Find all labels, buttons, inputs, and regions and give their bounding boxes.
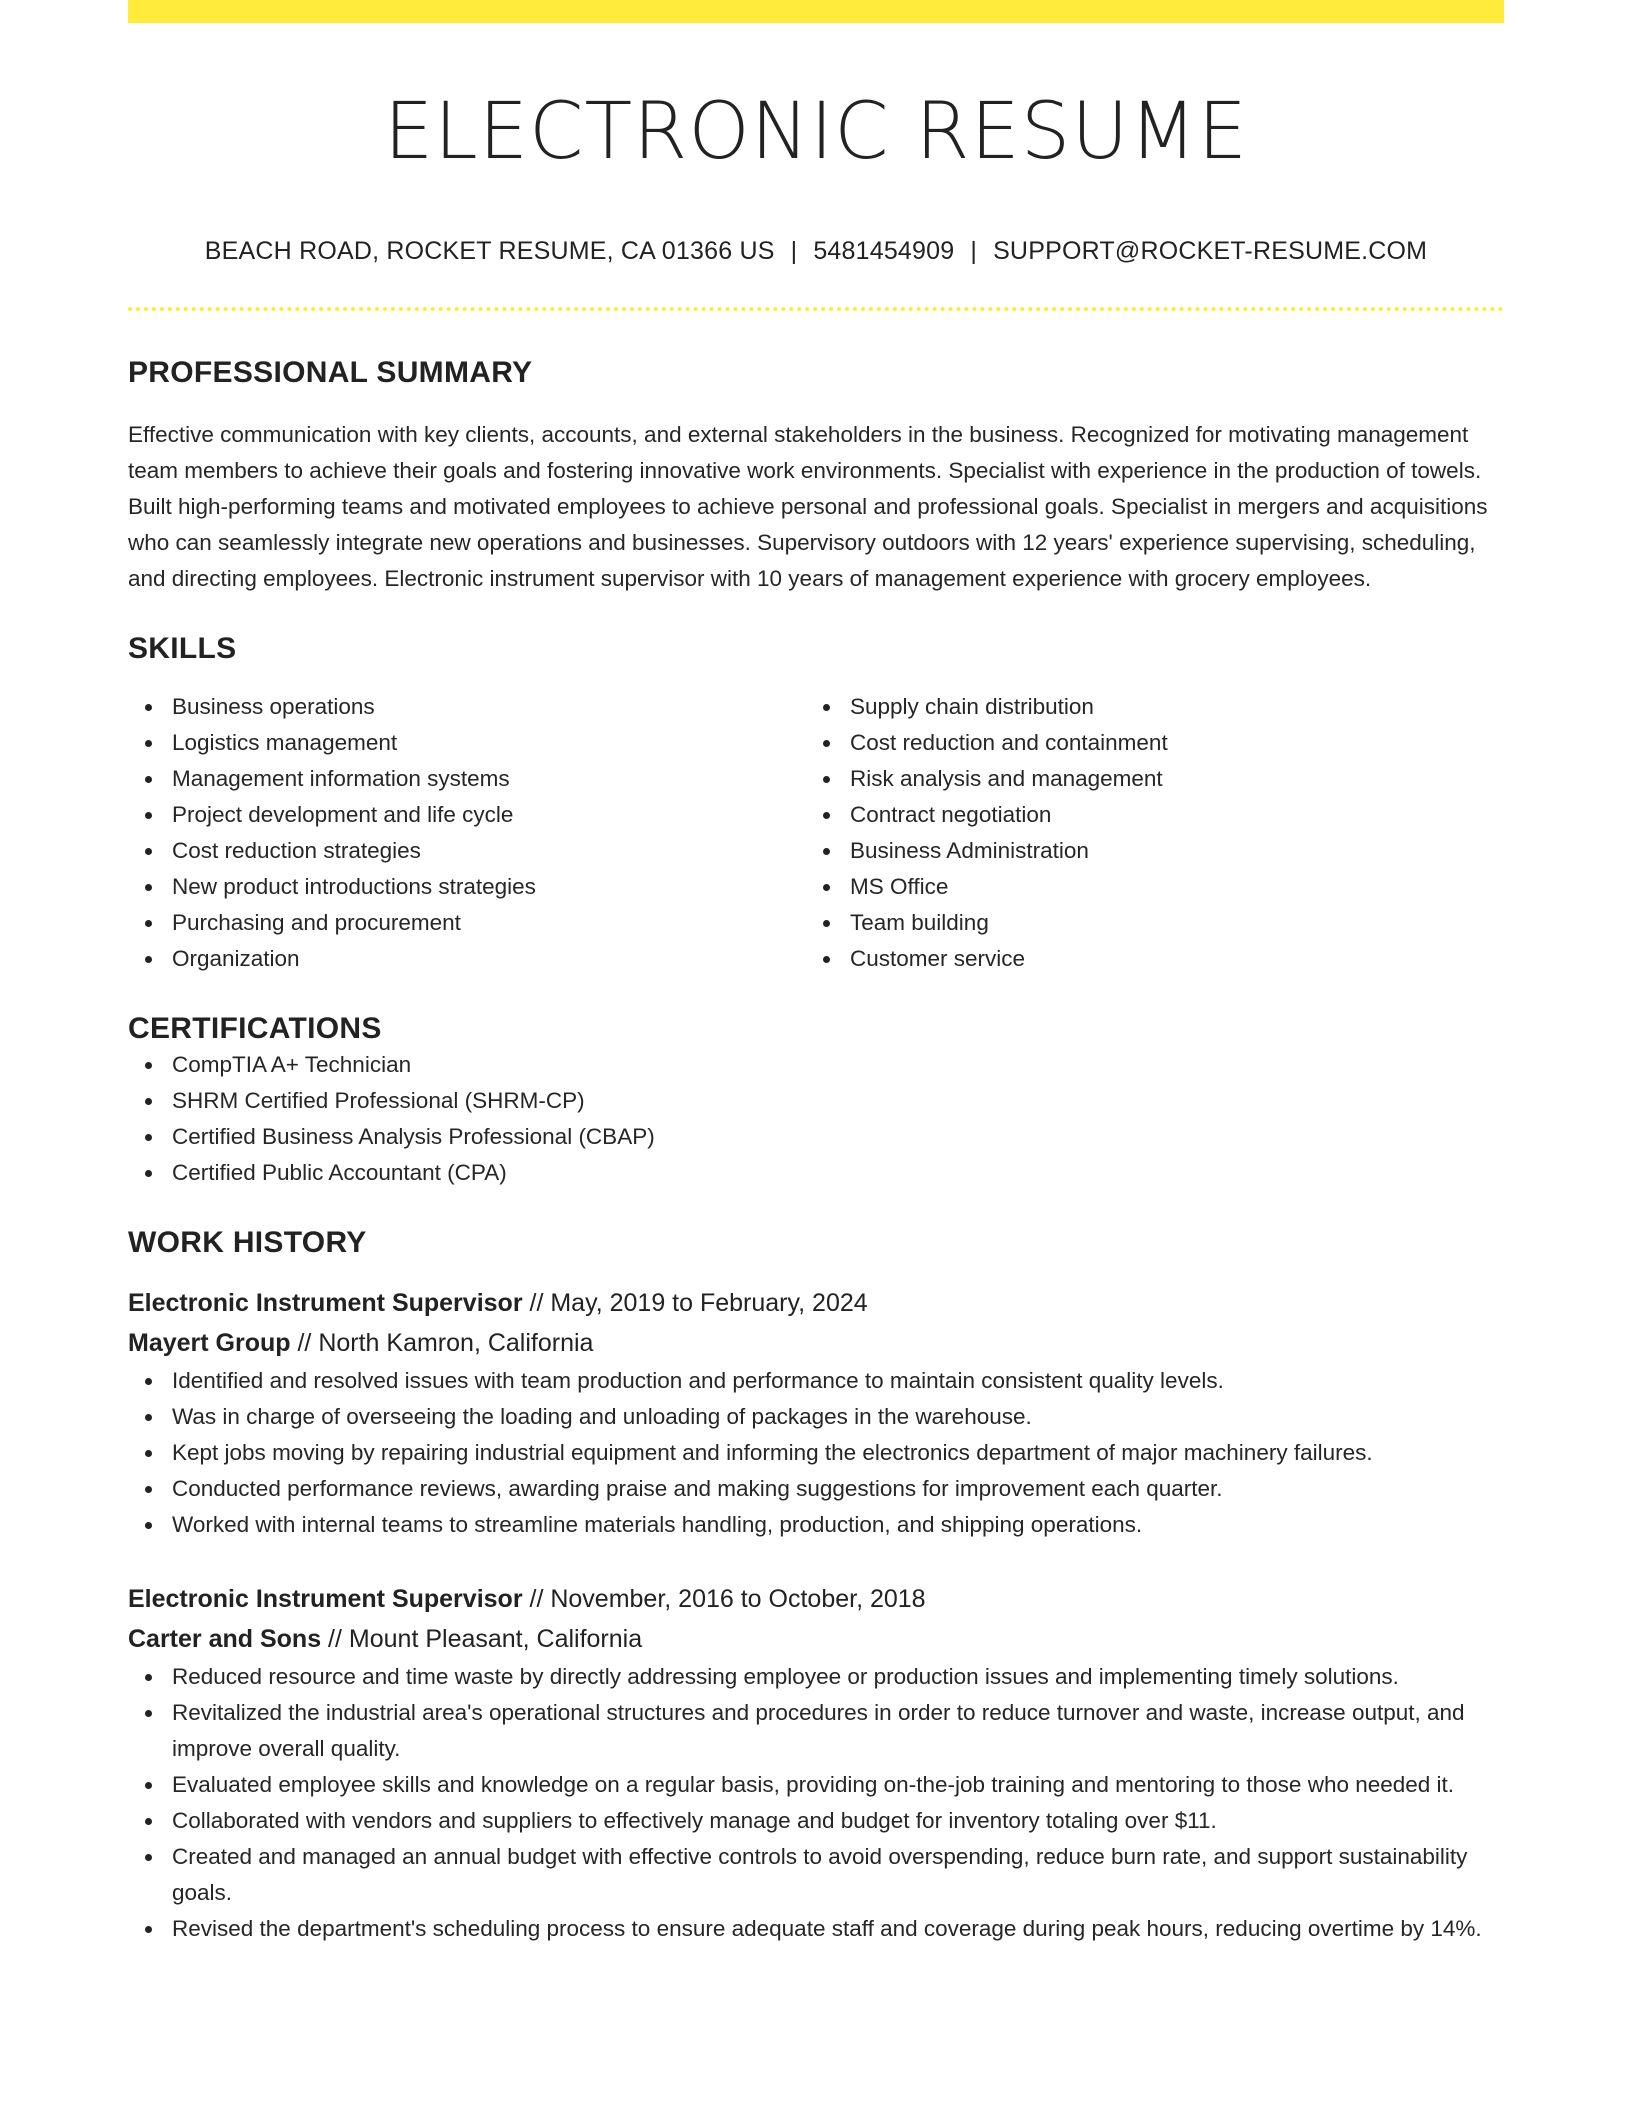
bullet-dot <box>145 884 152 891</box>
summary-text: Effective communication with key clients, accounts, and external stakeholders in the business. Recognized for motivating management team members to achieve their goals and fostering innovative work environments. Specialist with experience in the production of towels. Built high-performing teams and motivated employees to achieve personal and professional goals. Specialist in mergers and acquisitions who can seamlessly integrate new operations and businesses. Supervisory outdoors with 12 years' experience supervising, scheduling, and directing employees. Electronic instrument supervisor with 10 years of management experience with grocery employees. <box>128 422 1488 591</box>
skills-list-left <box>128 689 806 977</box>
certification-item <box>128 1047 1504 1083</box>
bullet-dot <box>823 956 830 963</box>
skill-text: Business operations <box>172 694 375 719</box>
bullet-dot <box>145 1450 152 1457</box>
bullet-dot <box>823 776 830 783</box>
job-duty-item <box>128 1363 1504 1399</box>
job-duty-item <box>128 1695 1504 1767</box>
skill-item <box>806 833 1484 869</box>
job-duty-text: Kept jobs moving by repairing industrial equipment and informing the electronics department of major machinery failures. <box>172 1440 1373 1465</box>
certifications-heading: CERTIFICATIONS <box>128 1012 382 1045</box>
job-company-line: Mayert Group // North Kamron, California <box>128 1329 594 1357</box>
skill-text: Organization <box>172 946 300 971</box>
job-duty-item <box>128 1507 1504 1543</box>
job-duty-text: Reduced resource and time waste by directly addressing employee or production issues and implementing timely solutions. <box>172 1664 1399 1689</box>
bullet-dot <box>823 920 830 927</box>
job-location: North Kamron, California <box>318 1329 594 1357</box>
skills-grid <box>128 689 1504 977</box>
job-company-line: Carter and Sons // Mount Pleasant, California <box>128 1625 643 1653</box>
job-company: Mayert Group <box>128 1329 291 1357</box>
contact-separator: | <box>970 237 978 265</box>
contact-phone: 5481454909 <box>813 237 955 265</box>
skill-text: Cost reduction strategies <box>172 838 421 863</box>
skills-heading: SKILLS <box>128 632 237 665</box>
job-duty-item <box>128 1471 1504 1507</box>
job-duty-text: Evaluated employee skills and knowledge on a regular basis, providing on-the-job training and mentoring to those who needed it. <box>172 1772 1455 1797</box>
skill-text: MS Office <box>850 874 949 899</box>
job-dates: May, 2019 to February, 2024 <box>550 1289 868 1317</box>
job-duty-text: Created and managed an annual budget with effective controls to avoid overspending, reduce burn rate, and support sustainability goals. <box>172 1844 1468 1905</box>
job-duty-item <box>128 1767 1504 1803</box>
job-duty-text: Collaborated with vendors and suppliers to effectively manage and budget for inventory totaling over $11. <box>172 1808 1217 1833</box>
skill-text: Supply chain distribution <box>850 694 1094 719</box>
job-duty-text: Identified and resolved issues with team production and performance to maintain consistent quality levels. <box>172 1368 1224 1393</box>
bullet-dot <box>823 704 830 711</box>
accent-top-bar <box>128 0 1504 23</box>
bullet-dot <box>145 1674 152 1681</box>
summary-heading: PROFESSIONAL SUMMARY <box>128 356 533 389</box>
bullet-dot <box>145 1098 152 1105</box>
skill-item <box>128 725 806 761</box>
skill-text: Cost reduction and containment <box>850 730 1168 755</box>
bullet-dot <box>145 956 152 963</box>
skill-text: Customer service <box>850 946 1026 971</box>
bullet-dot <box>145 1818 152 1825</box>
skill-item <box>128 689 806 725</box>
contact-email: SUPPORT@ROCKET-RESUME.COM <box>993 237 1428 265</box>
job-role: Electronic Instrument Supervisor <box>128 1585 523 1613</box>
skill-item <box>806 869 1484 905</box>
job-title-line: Electronic Instrument Supervisor // May, 2019 to February, 2024 <box>128 1289 868 1317</box>
certification-text: Certified Public Accountant (CPA) <box>172 1160 507 1185</box>
job-duty-text: Was in charge of overseeing the loading and unloading of packages in the warehouse. <box>172 1404 1032 1429</box>
job-role: Electronic Instrument Supervisor <box>128 1289 523 1317</box>
work-history-heading: WORK HISTORY <box>128 1226 367 1259</box>
bullet-dot <box>145 1854 152 1861</box>
bullet-dot <box>823 884 830 891</box>
skill-item <box>806 905 1484 941</box>
skill-item <box>806 689 1484 725</box>
skills-column-right <box>806 689 1484 977</box>
skill-text: Logistics management <box>172 730 398 755</box>
job-title-line: Electronic Instrument Supervisor // November, 2016 to October, 2018 <box>128 1585 926 1613</box>
job-duty-item <box>128 1911 1504 1947</box>
skill-text: Contract negotiation <box>850 802 1052 827</box>
certification-item <box>128 1083 1504 1119</box>
job-duty-item <box>128 1803 1504 1839</box>
contact-line <box>128 235 1504 267</box>
certifications-list <box>128 1047 1504 1191</box>
certification-item <box>128 1119 1504 1155</box>
job-duty-item <box>128 1659 1504 1695</box>
job-entry <box>128 1579 1504 1947</box>
job-duty-text: Conducted performance reviews, awarding praise and making suggestions for improvement each quarter. <box>172 1476 1223 1501</box>
bullet-dot <box>145 920 152 927</box>
contact-separator: | <box>790 237 798 265</box>
certification-text: CompTIA A+ Technician <box>172 1052 412 1077</box>
bullet-dot <box>145 848 152 855</box>
job-company: Carter and Sons <box>128 1625 322 1653</box>
bullet-dot <box>145 1378 152 1385</box>
bullet-dot <box>145 1522 152 1529</box>
job-dates: November, 2016 to October, 2018 <box>550 1585 926 1613</box>
skill-item <box>806 725 1484 761</box>
bullet-dot <box>145 1486 152 1493</box>
bullet-dot <box>823 848 830 855</box>
bullet-dot <box>145 1926 152 1933</box>
skill-item <box>128 797 806 833</box>
certification-text: Certified Business Analysis Professional (CBAP) <box>172 1124 655 1149</box>
skill-item <box>128 761 806 797</box>
bullet-dot <box>145 1710 152 1717</box>
skill-text: Business Administration <box>850 838 1089 863</box>
job-duty-item <box>128 1435 1504 1471</box>
dotted-divider <box>128 307 1504 311</box>
skill-item <box>128 905 806 941</box>
skills-list-right <box>806 689 1484 977</box>
job-duties-list <box>128 1659 1504 1947</box>
bullet-dot <box>145 1782 152 1789</box>
skill-text: Team building <box>850 910 989 935</box>
bullet-dot <box>145 704 152 711</box>
certification-item <box>128 1155 1504 1191</box>
job-duty-text: Worked with internal teams to streamline materials handling, production, and shipping operations. <box>172 1512 1143 1537</box>
resume-name: ELECTRONIC RESUME <box>384 87 1248 177</box>
bullet-dot <box>145 740 152 747</box>
bullet-dot <box>823 812 830 819</box>
bullet-dot <box>823 740 830 747</box>
resume-content <box>128 23 1504 1947</box>
job-duty-text: Revised the department's scheduling process to ensure adequate staff and coverage during peak hours, reducing overtime by 14%. <box>172 1916 1482 1941</box>
skill-item <box>128 941 806 977</box>
skill-item <box>806 941 1484 977</box>
skill-text: Project development and life cycle <box>172 802 514 827</box>
job-duty-text: Revitalized the industrial area's operational structures and procedures in order to reduce turnover and waste, increase output, and improve overall quality. <box>172 1700 1465 1761</box>
bullet-dot <box>145 1414 152 1421</box>
bullet-dot <box>145 776 152 783</box>
job-duty-item <box>128 1839 1504 1911</box>
job-location: Mount Pleasant, California <box>348 1625 643 1653</box>
job-duties-list <box>128 1363 1504 1543</box>
skill-item <box>128 869 806 905</box>
skill-text: New product introductions strategies <box>172 874 536 899</box>
skill-text: Purchasing and procurement <box>172 910 461 935</box>
skills-column-left <box>128 689 806 977</box>
skill-text: Risk analysis and management <box>850 766 1163 791</box>
bullet-dot <box>145 1170 152 1177</box>
certification-text: SHRM Certified Professional (SHRM-CP) <box>172 1088 585 1113</box>
bullet-dot <box>145 1134 152 1141</box>
contact-address: BEACH ROAD, ROCKET RESUME, CA 01366 US <box>204 237 775 265</box>
skill-item <box>128 833 806 869</box>
skill-item <box>806 761 1484 797</box>
skill-item <box>806 797 1484 833</box>
skill-text: Management information systems <box>172 766 510 791</box>
bullet-dot <box>145 812 152 819</box>
job-entry <box>128 1283 1504 1543</box>
job-duty-item <box>128 1399 1504 1435</box>
bullet-dot <box>145 1062 152 1069</box>
